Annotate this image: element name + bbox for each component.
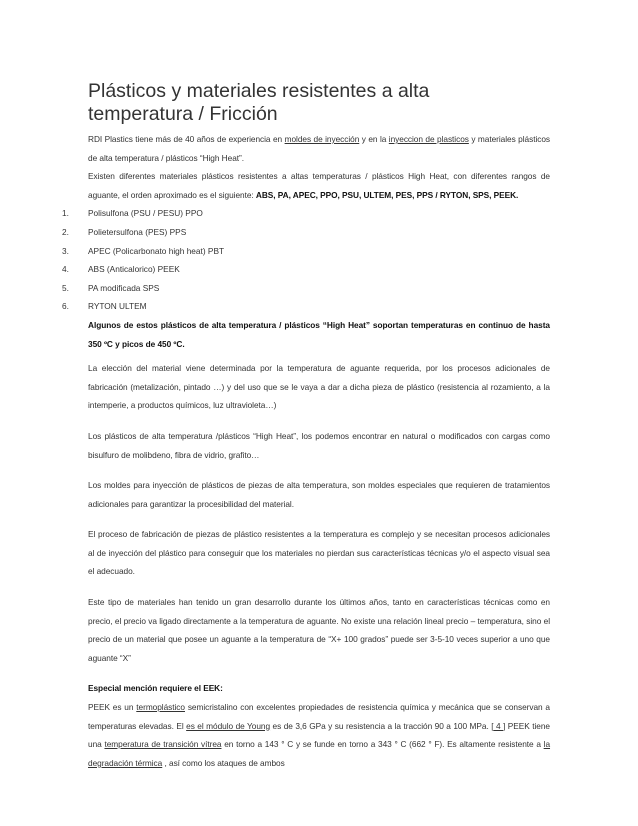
list-text: Polisulfona (PSU / PESU) PPO <box>88 208 203 219</box>
link-modulo-young[interactable]: es el módulo de Young <box>186 720 271 731</box>
title-line-2: temperatura / Fricción <box>88 103 278 125</box>
list-text: APEC (Policarbonato high heat) PBT <box>88 245 225 256</box>
peek-text-5: en torno a 143 ° C y se funde en torno a 343 ° C (662 ° F). Es altamente resistente a <box>221 739 544 750</box>
moldes-paragraph: Los moldes para inyección de plásticos de piezas de alta temperatura, son moldes especiales que requieren de tratamientos adicionales para garantizar la procesibilidad del material. <box>88 480 550 509</box>
list-text: ABS (Anticalorico) PEEK <box>88 264 180 275</box>
link-transicion-vitrea[interactable]: temperatura de transición vítrea <box>104 739 222 750</box>
special-heading: Especial mención requiere el EEK: <box>88 683 223 694</box>
list-item <box>62 297 550 316</box>
list-text: Polietersulfona (PES) PPS <box>88 226 187 237</box>
list-item <box>62 260 550 279</box>
list-number: 4. <box>62 264 69 275</box>
temperature-paragraph: Algunos de estos plásticos de alta temperatura / plásticos “High Heat” soportan temperaturas en continuo de hasta 350 ºC y picos de 450 ºC. <box>88 319 550 349</box>
intro-text-2: y en la <box>359 134 389 144</box>
peek-text-6: , así como los ataques de ambos <box>162 757 285 768</box>
peek-text-3: es de 3,6 GPa y su resistencia a la tracción 90 a 100 MPa. <box>270 720 492 731</box>
peek-text-2: semicristalino con excelentes propiedades de resistencia química y mecánica que se conservan a temperaturas elevadas. El <box>88 702 550 731</box>
list-number: 5. <box>62 282 69 293</box>
materials-order: ABS, PA, APEC, PPO, PSU, ULTEM, PES, PPS / RYTON, SPS, PEEK. <box>255 189 519 200</box>
materials-text: Existen diferentes materiales plásticos resistentes a altas temperaturas / plásticos High Heat, con diferentes rangos de aguante, el orden aproximado es el siguiente: <box>88 171 550 200</box>
list-item <box>62 204 550 223</box>
list-text: RYTON ULTEM <box>88 301 147 312</box>
peek-text-4: PEEK tiene una <box>88 720 550 750</box>
materials-list <box>62 204 550 316</box>
peek-paragraph <box>88 698 550 772</box>
choice-paragraph: La elección del material viene determinada por la temperatura de aguante requerida, por los procesos adicionales de fabricación (metalización, pintado …) y del uso que se le vaya a dar a dicha pieza de plástico (resistencia al rozamiento, a la intemperie, a productos químicos, luz ultravioleta…) <box>88 363 550 411</box>
page-title <box>88 80 550 126</box>
intro-paragraph <box>88 130 550 167</box>
intro-text-3: y materiales plásticos de alta temperatura / plásticos “High Heat”. <box>88 134 551 163</box>
document-content <box>62 80 551 772</box>
link-moldes-inyeccion[interactable]: moldes de inyección <box>284 134 360 144</box>
link-termoplastico[interactable]: termoplástico <box>136 702 185 713</box>
list-number: 3. <box>62 245 69 256</box>
list-item <box>62 279 550 298</box>
desarrollo-paragraph: Este tipo de materiales han tenido un gran desarrollo durante los últimos años, tanto en características técnicas como en precio, el precio va ligado directamente a la temperatura de aguante. No existe una relación lineal precio – temperatura, sino el precio de un material que posee un aguante a la temperatura de “X+ 100 grados” puede ser 3-5-10 veces superior a uno que aguante “X” <box>88 597 550 663</box>
list-item <box>62 223 550 242</box>
list-number: 1. <box>62 208 69 219</box>
list-number: 6. <box>62 301 69 312</box>
materials-paragraph <box>88 167 550 204</box>
intro-text-1: RDI Plastics tiene más de 40 años de experiencia en <box>88 134 285 144</box>
link-inyeccion-plasticos[interactable]: inyeccion de plasticos <box>388 134 469 144</box>
list-text: PA modificada SPS <box>88 282 160 293</box>
list-number: 2. <box>62 226 69 237</box>
list-item <box>62 242 550 261</box>
link-degradacion-termica[interactable]: la degradación térmica <box>88 739 551 768</box>
title-line-1: Plásticos y materiales resistentes a alta <box>88 80 430 102</box>
link-reference-4[interactable]: [ 4 ] <box>491 720 506 731</box>
natural-paragraph: Los plásticos de alta temperatura /plásticos “High Heat”, los podemos encontrar en natural o modificados con cargas como bisulfuro de molibdeno, fibra de vidrio, grafito… <box>88 430 550 460</box>
peek-text-1: PEEK es un <box>88 702 137 713</box>
proceso-paragraph: El proceso de fabricación de piezas de plástico resistentes a la temperatura es complejo y se necesitan procesos adicionales al de inyección del plástico para conseguir que los materiales no pierdan sus características técnicas y/o el aspecto visual sea el adecuado. <box>88 529 550 577</box>
